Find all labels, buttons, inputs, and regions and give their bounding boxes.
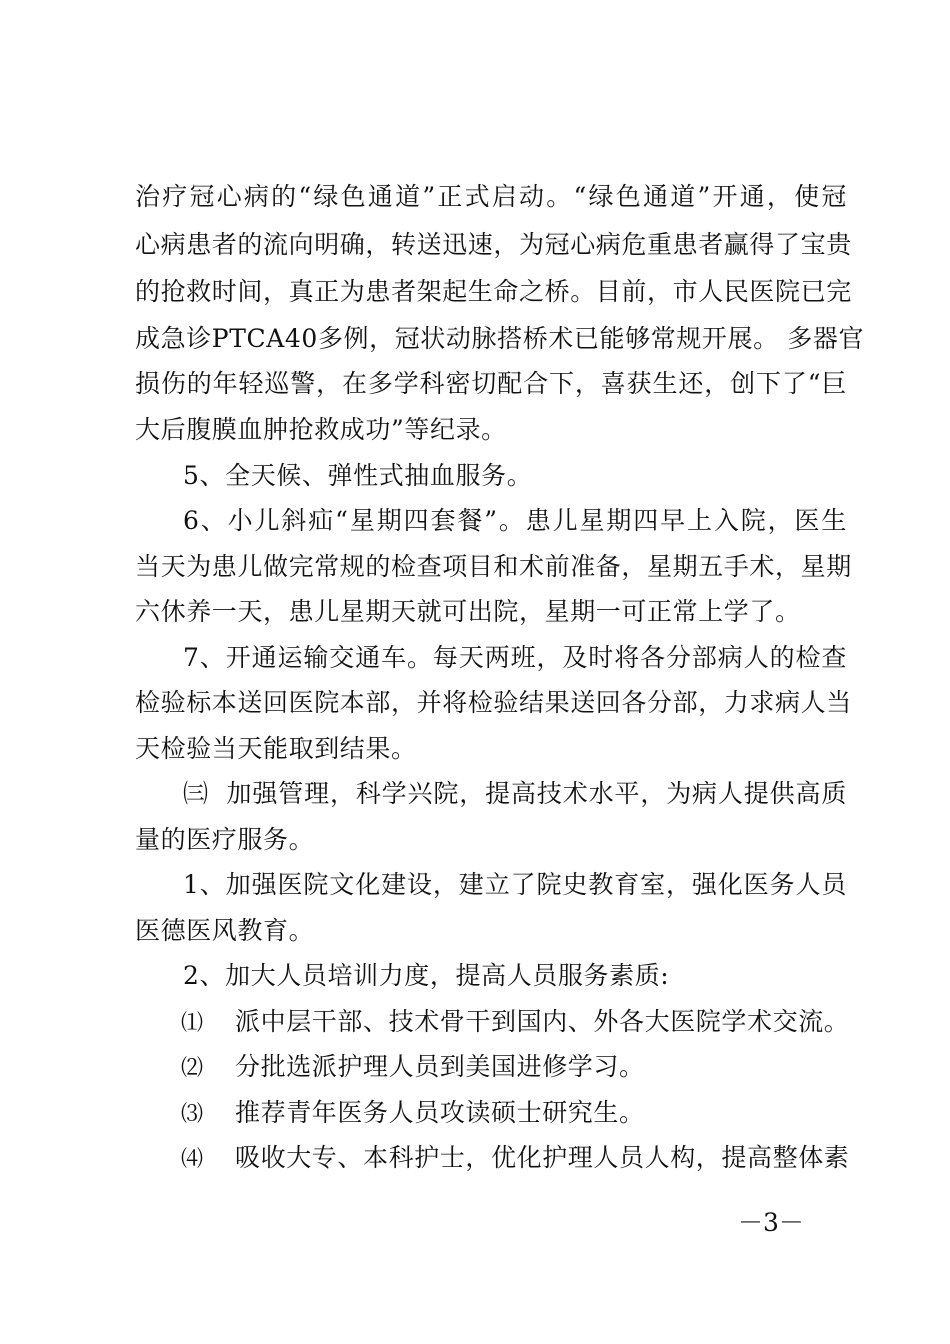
- text-line: 医德医风教育。: [135, 916, 315, 945]
- list-item: [181, 1045, 645, 1089]
- text-line: 5、全天候、弹性式抽血服务。: [183, 461, 533, 490]
- text-line: 天检验当天能取到结果。: [135, 734, 417, 763]
- list-item: [181, 1136, 849, 1180]
- text-line: 心病患者的流向明确，转送迅速，为冠心病危重患者赢得了宝贵: [135, 230, 852, 259]
- text-line: 7、开通运输交通车。每天两班，及时将各分部病人的检查: [183, 643, 847, 672]
- text-line: 当天为患儿做完常规的检查项目和术前准备，星期五手术，星期: [135, 552, 852, 581]
- text-line: 六休养一天，患儿星期天就可出院，星期一可正常上学了。: [135, 597, 801, 626]
- list-item: [181, 1000, 849, 1044]
- list-item-number: ⑵: [181, 1056, 204, 1081]
- text-line: 2、加大人员培训力度，提高人员服务素质:: [183, 961, 670, 990]
- list-item-number: ⑴: [181, 1011, 204, 1036]
- list-item-number: ⑷: [181, 1147, 204, 1172]
- text-line: 6、小儿斜疝“星期四套餐”。患儿星期四早上入院，医生: [183, 506, 847, 535]
- text-line: 损伤的年轻巡警，在多学科密切配合下，喜获生还，创下了“巨: [135, 369, 847, 398]
- text-line: 1、加强医院文化建设，建立了院史教育室，强化医务人员: [183, 870, 847, 899]
- list-item-text: 推荐青年医务人员攻读硕士研究生。: [235, 1098, 645, 1127]
- text-line: 量的医疗服务。: [135, 825, 315, 854]
- text-line: 检验标本送回医院本部，并将检验结果送回各分部，力求病人当: [135, 688, 852, 717]
- page-number: －3－: [738, 1208, 804, 1237]
- list-item-text: 吸收大专、本科护士，优化护理人员人构，提高整体素: [235, 1143, 850, 1172]
- text-line: 治疗冠心病的“绿色通道”正式启动。“绿色通道”开通，使冠: [135, 182, 847, 211]
- text-line: 大后腹膜血肿抢救成功”等纪录。: [135, 415, 507, 444]
- text-line: 成急诊PTCA40多例，冠状动脉搭桥术已能够常规开展。 多器官: [135, 324, 865, 353]
- section-heading-line: ㈢ 加强管理，科学兴院，提高技术水平，为病人提供高质: [183, 779, 847, 808]
- list-item-text: 派中层干部、技术骨干到国内、外各大医院学术交流。: [235, 1007, 850, 1036]
- text-line: 的抢救时间，真正为患者架起生命之桥。目前，市人民医院已完: [135, 277, 852, 306]
- list-item-number: ⑶: [181, 1102, 204, 1127]
- list-item-text: 分批选派护理人员到美国进修学习。: [235, 1052, 645, 1081]
- list-item: [181, 1091, 645, 1135]
